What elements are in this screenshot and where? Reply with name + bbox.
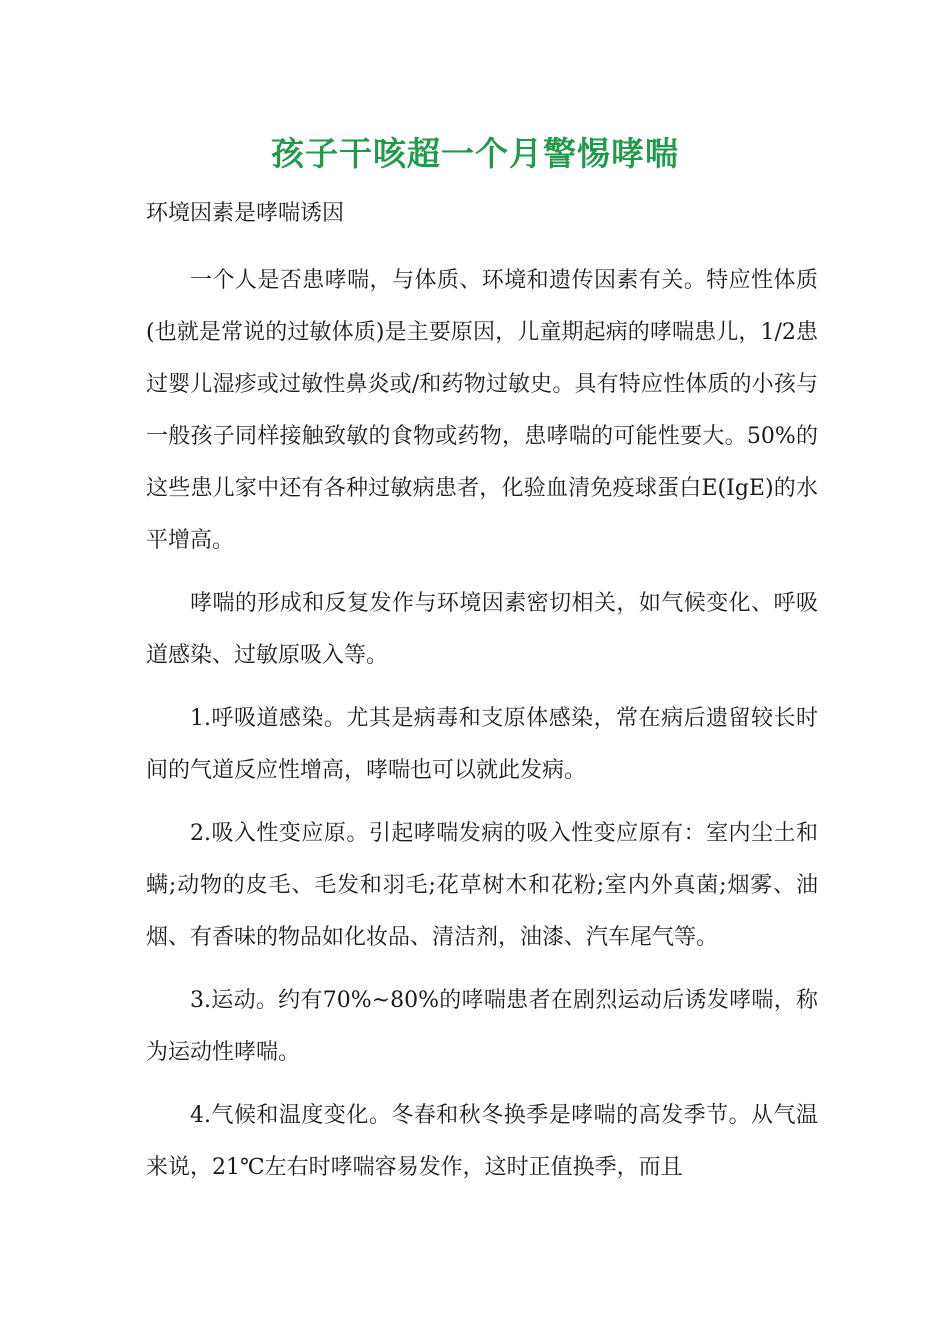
paragraph-exercise: 3.运动。约有70%~80%的哮喘患者在剧烈运动后诱发哮喘，称为运动性哮喘。	[146, 988, 818, 1065]
paragraph-respiratory-infection: 1.呼吸道感染。尤其是病毒和支原体感染，常在病后遗留较长时间的气道反应性增高，哮喘也可以就此发病。	[146, 706, 818, 783]
paragraph-climate: 4.气候和温度变化。冬春和秋冬换季是哮喘的高发季节。从气温来说，21℃左右时哮喘容易发作，这时正值换季，而且	[146, 1103, 818, 1180]
article-body	[146, 255, 818, 1205]
section-heading: 环境因素是哮喘诱因	[146, 201, 345, 226]
paragraph-inhaled-allergens: 2.吸入性变应原。引起哮喘发病的吸入性变应原有：室内尘土和螨;动物的皮毛、毛发和羽毛;花草树木和花粉;室内外真菌;烟雾、油烟、有香味的物品如化妆品、清洁剂，油漆、汽车尾气等。	[146, 821, 818, 950]
paragraph-constitution: 一个人是否患哮喘，与体质、环境和遗传因素有关。特应性体质(也就是常说的过敏体质)是主要原因，儿童期起病的哮喘患儿，1/2患过婴儿湿疹或过敏性鼻炎或/和药物过敏史。具有特应性体质的小孩与一般孩子同样接触致敏的食物或药物，患哮喘的可能性要大。50%的这些患儿家中还有各种过敏病患者，化验血清免疫球蛋白E(IgE)的水平增高。	[146, 268, 818, 553]
page-title: 孩子干咳超一个月警惕哮喘	[271, 134, 679, 173]
paragraph-environment: 哮喘的形成和反复发作与环境因素密切相关，如气候变化、呼吸道感染、过敏原吸入等。	[146, 591, 818, 668]
